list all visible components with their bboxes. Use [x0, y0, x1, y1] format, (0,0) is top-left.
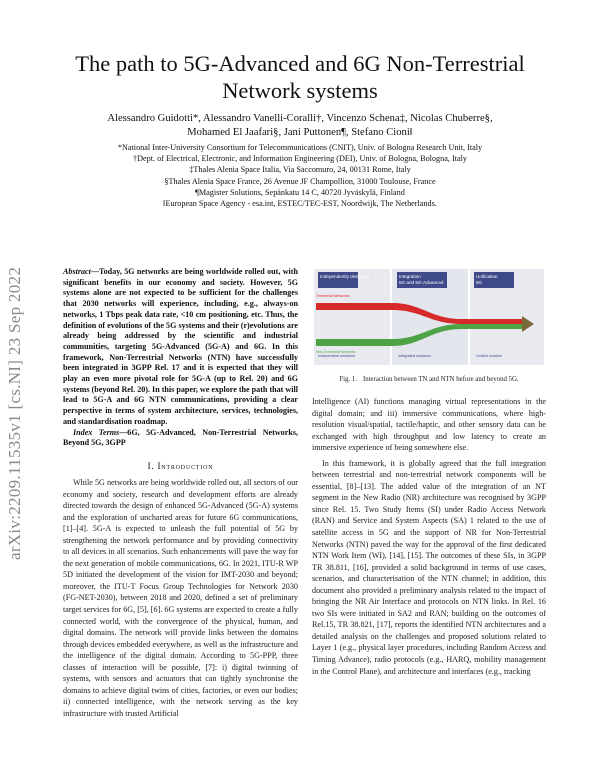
- abstract-label: Abstract: [63, 267, 91, 276]
- bottom-label-2: Integrated solutions: [398, 354, 432, 358]
- affiliation-2: †Dept. of Electrical, Electronic, and Information Engineering (DEI), Univ. of Bologna, Bologna, Italy: [133, 154, 467, 164]
- header-label-1: Independently designed: [320, 274, 369, 279]
- affiliation-3: ‡Thales Alenia Space Italia, Via Saccomuro, 24, 00131 Rome, Italy: [189, 165, 411, 175]
- affiliation-4: §Thales Alenia Space France, 26 Avenue JF Champollion, 31000 Toulouse, France: [164, 176, 436, 186]
- author-line-1: Alessandro Guidotti*, Alessandro Vanelli-Coralli†, Vincenzo Schena‡, Nicolas Chuberre§,: [107, 113, 493, 124]
- header-label-3: Unification: [476, 274, 498, 279]
- right-paragraph-1: Intelligence (AI) functions managing virtual representations in the digital domain; and iii) immersive communications, where high-resolution visual/spatial, tactile/haptic, and other sensory data can be exchanged with high throughput and low latency to create an immersive experience of being somewhere else.: [312, 397, 546, 453]
- section-heading: I. Introduction: [147, 460, 214, 471]
- figure-1: [312, 267, 546, 367]
- figure-caption-text: Interaction between TN and NTN before and beyond 5G.: [362, 376, 519, 383]
- header-label-2b: 5G and 5G-Advanced: [399, 280, 444, 285]
- abstract: [63, 267, 298, 428]
- index-terms-text: —6G, 5G-Advanced, Non-Terrestrial Networks, Beyond 5G, 3GPP: [63, 427, 298, 448]
- left-column: [63, 267, 298, 719]
- header-label-2: Integration: [399, 274, 421, 279]
- author-line-2: Mohamed El Jaafari§, Jani Puttonen¶, Stefano Cioni‖: [187, 126, 413, 138]
- figure-number: Fig. 1.: [339, 376, 357, 383]
- index-terms: [63, 428, 298, 449]
- right-paragraph-2: In this framework, it is globally agreed that the full integration between terrestrial and non-terrestrial network components will be essential, [8]–[13]. The added value of the integration of an NT segment in the New Radio (NR) architecture was recognised by 3GPP since Rel. 15. Two Study Items (SI) under Radio Access Network (RAN) and Service and System Aspects (SA) 1 related to the use of satellite access in 5G and the support of NR for Non-Terrestrial Networks (NTN) paved the way for the approval of the first dedicated NTN Work Item (WI), [14], [15]. The outcomes of these SIs, in 3GPP TR 38.811, [16], provided a solid background in terms of use cases, scenarios, and characterisation of the NTN channel; in addition, this document also provided a preliminary analysis related to the impact of bringing the NR Air Interface and protocols on NTN links. In Rel. 16 two SIs were initiated in SA2 and RAN; building on the outcomes of Rel.15, TR 38.821, [17], reports the identified NTN architectures and a detailed analysis on the challenges and proposed solutions related to Layer 1 (e.g., physical layer procedures, including Random Access and Timing Advance), radio protocols (e.g., HARQ, mobility management in the Control Plane), and architecture and interfaces (e.g., tracking: [312, 458, 546, 676]
- right-column: [312, 267, 546, 677]
- right-body: [312, 396, 546, 677]
- figure-caption: [312, 375, 546, 384]
- affiliation-6: ‖European Space Agency - esa.int, ESTEC/TEC-EST, Noordwijk, The Netherlands.: [163, 199, 437, 209]
- header-label-3b: 6G: [476, 280, 483, 285]
- affiliation-5: ¶Magister Solutions, Sepänkatu 14 C, 40720 Jyväskylä, Finland: [195, 187, 405, 197]
- paper-title: The path to 5G-Advanced and 6G Non-Terrestrial Network systems: [75, 51, 525, 103]
- author-list: [60, 112, 540, 139]
- affiliation-1: *National Inter-University Consortium for Telecommunications (CNIT), Univ. of Bologna Research Unit, Italy: [117, 143, 483, 152]
- bottom-label-3: Unified solution: [476, 354, 502, 358]
- tn-ntn-diagram: [312, 267, 546, 367]
- index-terms-label: Index Terms: [73, 427, 120, 437]
- intro-paragraph: While 5G networks are being worldwide rolled out, all sectors of our economy and society, research and development efforts are already directed towards the design of enhanced 5G-Advanced (5G-A) systems and the exploration of uncharted areas for future 6G communications, [1]–[4]. 5G-A is expected to unleash the full potential of 5G by strengthening the network performance and by providing connectivity to all devices in all scenarios. Such enhancements will pave the way for the next generation of mobile communications, 6G. In 2021, ITU-R WP 5D initiated the development of the vision for IMT-2030 and beyond; moreover, the ITU-T Focus Group Technologies for Network 2030 (FG-NET-2030), between 2018 and 2020, defined a set of preliminary target services for 6G, [5], [6]. 6G systems are expected to create a fully connected world, with the convergence of the physical, human, and digital domains. The network will provide links between the domains through devices embedded everywhere, as well as the infrastructure and the intelligence of the digital domain. According to 5G-PPP, three classes of interaction will be possible, [7]: i) digital twinning of systems, with sensors and actuators that can tightly synchronise the domains to achieve digital twins of cities, factories, or even our bodies; ii) connected intelligence, with the network serving as the key infrastructure with trusted Artificial: [63, 477, 298, 718]
- abstract-text: —Today, 5G networks are being worldwide rolled out, with significant benefits in our economy and society. However, 5G systems alone are not expected to be sufficient for the challenges that 2030 networks will experience, including, e.g., always-on networks, 1 Tbps peak data rate, <10 cm positioning, etc. Thus, the definition of evolutions of the 5G systems and their (r)evolutions are already being addressed by the scientific and industrial communities, targeting 5G-Advanced (5G-A) and 6G. In this framework, Non-Terrestrial Networks (NTN) have successfully been integrated in 3GPP Rel. 17 and it is expected that they will play an even more pivotal role for 5G-A (up to Rel. 20) and 6G systems (beyond Rel. 20). In this paper, we explore the path that will lead to 5G-A and 6G NTN communications, providing a clear perspective in terms of system architecture, services, technologies, and standardisation roadmap.: [63, 267, 298, 426]
- affiliation-list: [40, 142, 560, 209]
- bottom-label-1: Independent solutions: [318, 354, 356, 358]
- arxiv-stamp: arXiv:2209.11535v1 [cs.NI] 23 Sep 2022: [5, 266, 24, 560]
- ntn-side-label: Non-Terrestrial Networks: [316, 350, 356, 354]
- tn-side-label: Terrestrial Networks: [316, 294, 350, 298]
